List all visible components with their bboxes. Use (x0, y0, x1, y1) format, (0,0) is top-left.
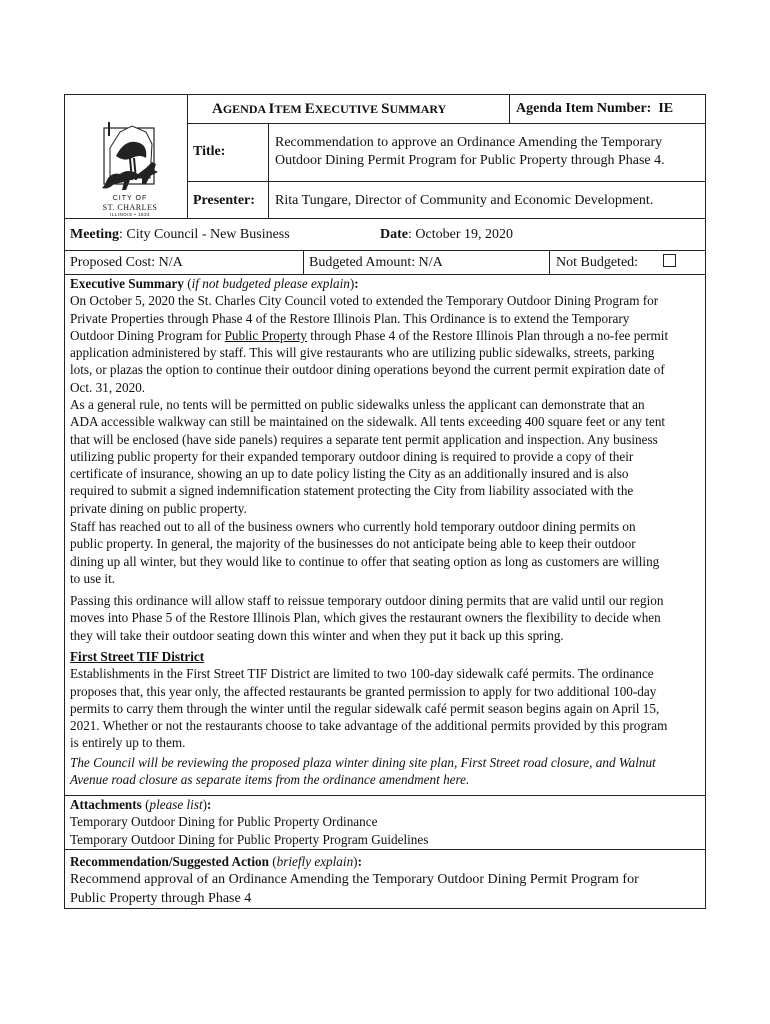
tif-heading: First Street TIF District (70, 649, 205, 664)
divider (64, 250, 706, 251)
divider (549, 250, 550, 274)
presenter-text: Rita Tungare, Director of Community and Economic Development. (275, 193, 654, 208)
fox-tree-logo-icon (96, 118, 164, 196)
ordinance-paragraph: Passing this ordinance will allow staff to reissue temporary outdoor dining permits that are valid until our region moves into Phase 5 of the Restore Illinois Plan, which gives the restaurant owners the flexibility to decide when they will take their outdoor seating down this winter and when they put it back up this spring. (70, 593, 664, 643)
logo-divider (187, 94, 188, 218)
meeting-date: Date: October 19, 2020 (380, 227, 513, 242)
executive-summary (70, 275, 702, 396)
agenda-summary-title: AGENDA ITEM EXECUTIVE SUMMARY (212, 101, 447, 117)
divider (509, 94, 510, 123)
logo-city-of: CITY OF (112, 195, 148, 202)
divider (64, 849, 706, 850)
divider (187, 181, 706, 182)
attachments-section: Attachments (please list): Temporary Outdoor Dining for Public Property Ordinance Temporary Outdoor Dining for Public Property Program Guidelines (70, 797, 429, 847)
summary-heading: Executive Summary (if not budgeted please explain): (70, 276, 359, 291)
proposed-cost: Proposed Cost: N/A (70, 255, 183, 270)
not-budgeted-checkbox[interactable] (663, 254, 676, 267)
attachment-item: Temporary Outdoor Dining for Public Property Ordinance (70, 814, 378, 830)
attachment-item: Temporary Outdoor Dining for Public Property Program Guidelines (70, 831, 429, 847)
tents-paragraph: As a general rule, no tents will be permitted on public sidewalks unless the applicant can demonstrate that an ADA accessible walkway can still be maintained on the sidewalk. All tents exceeding 400 square feet or any tent that will be enclosed (have side panels) requires a separate tent permit application and inspection. Any business utilizing public property for their expanded temporary outdoor dining is required to provide a copy of their certificate of insurance, showing an up to date policy listing the City as an additionally insured and is also required to submit a signed indemnification statement protecting the City from liability associated with the private dining on public property. (70, 397, 666, 516)
divider (64, 218, 706, 219)
presenter-label: Presenter: (193, 193, 255, 208)
divider (303, 250, 304, 274)
logo-state-year: ILLINOIS • 1834 (109, 212, 151, 217)
budgeted-amount: Budgeted Amount: N/A (309, 255, 443, 270)
title-label: Title: (193, 144, 226, 159)
divider (187, 123, 706, 124)
council-note: The Council will be reviewing the proposed plaza winter dining site plan, First Street road closure, and Walnut Avenue road closure as separate items from the ordinance amendment here. (70, 755, 656, 788)
summary-paragraph: On October 5, 2020 the St. Charles City Council voted to extended the Temporary Outdoor Dining Program for Private Properties through Phase 4 of the Restore Illinois Plan. This Ordinance is to extend the Temporary Outdoor Dining Program for Public Property through Phase 4 of the Restore Illinois Plan through a no-fee permit application administered by staff. This will give restaurants who are utilizing public sidewalks, streets, parking lots, or plazas the option to continue their outdoor dining operations beyond the current permit expiration date of Oct. 31, 2020. (70, 293, 669, 395)
city-logo (96, 118, 164, 218)
divider (268, 123, 269, 218)
staff-paragraph: Staff has reached out to all of the business owners who currently hold temporary outdoor dining permits on public property. In general, the majority of the businesses do not anticipate being able to keep their outdoor dining up all winter, but they would like to continue to offer that seating option as long as customers are willing to use it. (70, 519, 660, 586)
logo-city-name: ST. CHARLES (102, 203, 158, 212)
agenda-item-number: Agenda Item Number: IE (516, 101, 674, 116)
recommendation-section: Recommendation/Suggested Action (briefly explain): Recommend approval of an Ordinance Amending the Temporary Outdoor Dining Permit Program for Public Property through Phase 4 (70, 854, 639, 906)
not-budgeted-label: Not Budgeted: (556, 255, 639, 270)
title-text: Recommendation to approve an Ordinance Amending the Temporary Outdoor Dining Permit Program for Public Property through Phase 4. (275, 135, 665, 168)
meeting-info: Meeting: City Council - New Business (70, 227, 290, 242)
tif-section: First Street TIF District Establishments in the First Street TIF District are limited to two 100-day sidewalk café permits. The ordinance proposes that, this year only, the affected restaurants be granted permission to apply for two additional 100-day permits to carry them through the winter until the regular sidewalk café permit season begins again on April 15, 2021. Whether or not the restaurants choose to take advantage of the additional permits provided by this program is entirely up to them. (70, 649, 668, 751)
